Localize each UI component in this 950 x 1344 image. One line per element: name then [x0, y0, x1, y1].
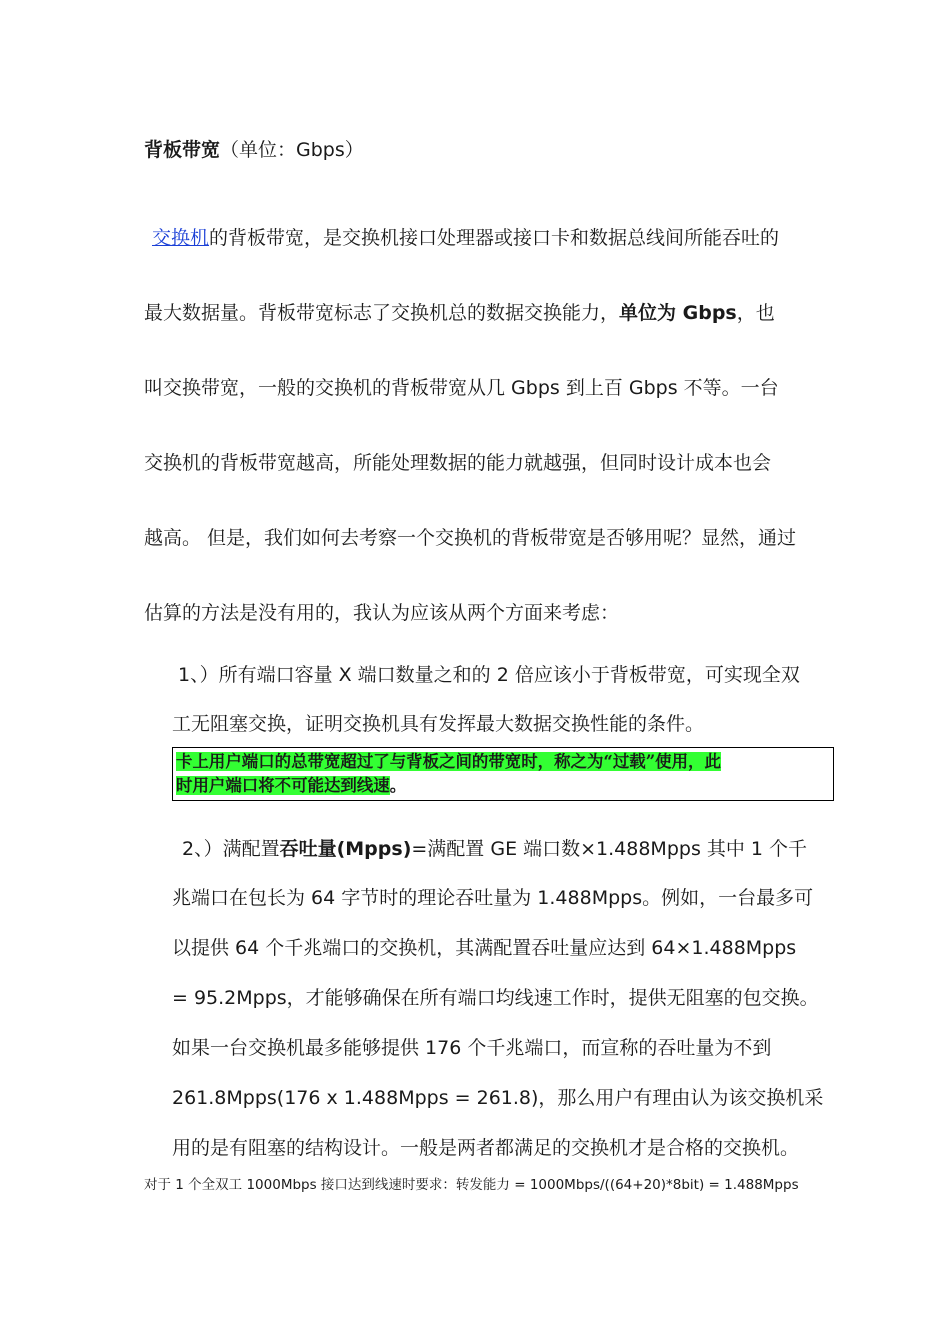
highlight-line-1: 卡上用户端口的总带宽超过了与背板之间的带宽时，称之为“过载”使用，此 — [176, 752, 721, 771]
point2-line-4: = 95.2Mpps，才能够确保在所有端口均线速工作时，提供无阻塞的包交换。 — [172, 987, 819, 1009]
point2-line-7: 用的是有阻塞的结构设计。一般是两者都满足的交换机才是合格的交换机。 — [172, 1137, 800, 1159]
intro-line-5: 越高。 但是，我们如何去考察一个交换机的背板带宽是否够用呢？显然，通过 — [144, 527, 797, 549]
section-heading — [144, 136, 364, 164]
heading-unit: （单位：Gbps） — [220, 139, 364, 161]
point1-line-1: 1、）所有端口容量 X 端口数量之和的 2 倍应该小于背板带宽，可实现全双 — [178, 664, 800, 686]
point2-line-6: 261.8Mpps(176 x 1.488Mpps = 261.8)，那么用户有理由认为该交换机采 — [172, 1087, 824, 1109]
intro-line-6: 估算的方法是没有用的，我认为应该从两个方面来考虑： — [144, 602, 620, 624]
point2-line-3: 以提供 64 个千兆端口的交换机，其满配置吞吐量应达到 64×1.488Mpps — [172, 937, 797, 959]
intro-line-2: 最大数据量。背板带宽标志了交换机总的数据交换能力，单位为 Gbps，也 — [144, 302, 775, 324]
intro-line-4: 交换机的背板带宽越高，所能处理数据的能力就越强，但同时设计成本也会 — [144, 452, 772, 474]
highlight-line-2: 时用户端口将不可能达到线速。 — [176, 776, 407, 795]
point2-line-2: 兆端口在包长为 64 字节时的理论吞吐量为 1.488Mpps。例如，一台最多可 — [172, 887, 814, 909]
point1-line-2: 工无阻塞交换，证明交换机具有发挥最大数据交换性能的条件。 — [172, 713, 705, 735]
intro-line-1: 交换机的背板带宽，是交换机接口处理器或接口卡和数据总线间所能吞吐的 — [152, 227, 780, 249]
unit-gbps-bold: 单位为 Gbps — [619, 302, 737, 324]
point2-line-1: 2、）满配置吞吐量(Mpps)=满配置 GE 端口数×1.488Mpps 其中 1 个千 — [182, 838, 808, 860]
switch-link[interactable]: 交换机 — [152, 227, 210, 249]
footnote-formula: 对于 1 个全双工 1000Mbps 接口达到线速时要求：转发能力 = 1000Mbps/((64+20)*8bit) = 1.488Mpps — [144, 1177, 799, 1193]
intro-line-3: 叫交换带宽，一般的交换机的背板带宽从几 Gbps 到上百 Gbps 不等。一台 — [144, 377, 779, 399]
heading-bold: 背板带宽 — [144, 139, 221, 161]
throughput-bold: 吞吐量(Mpps) — [279, 838, 412, 860]
point2-line-5: 如果一台交换机最多能够提供 176 个千兆端口，而宣称的吞吐量为不到 — [172, 1037, 772, 1059]
highlight-box — [172, 747, 834, 801]
